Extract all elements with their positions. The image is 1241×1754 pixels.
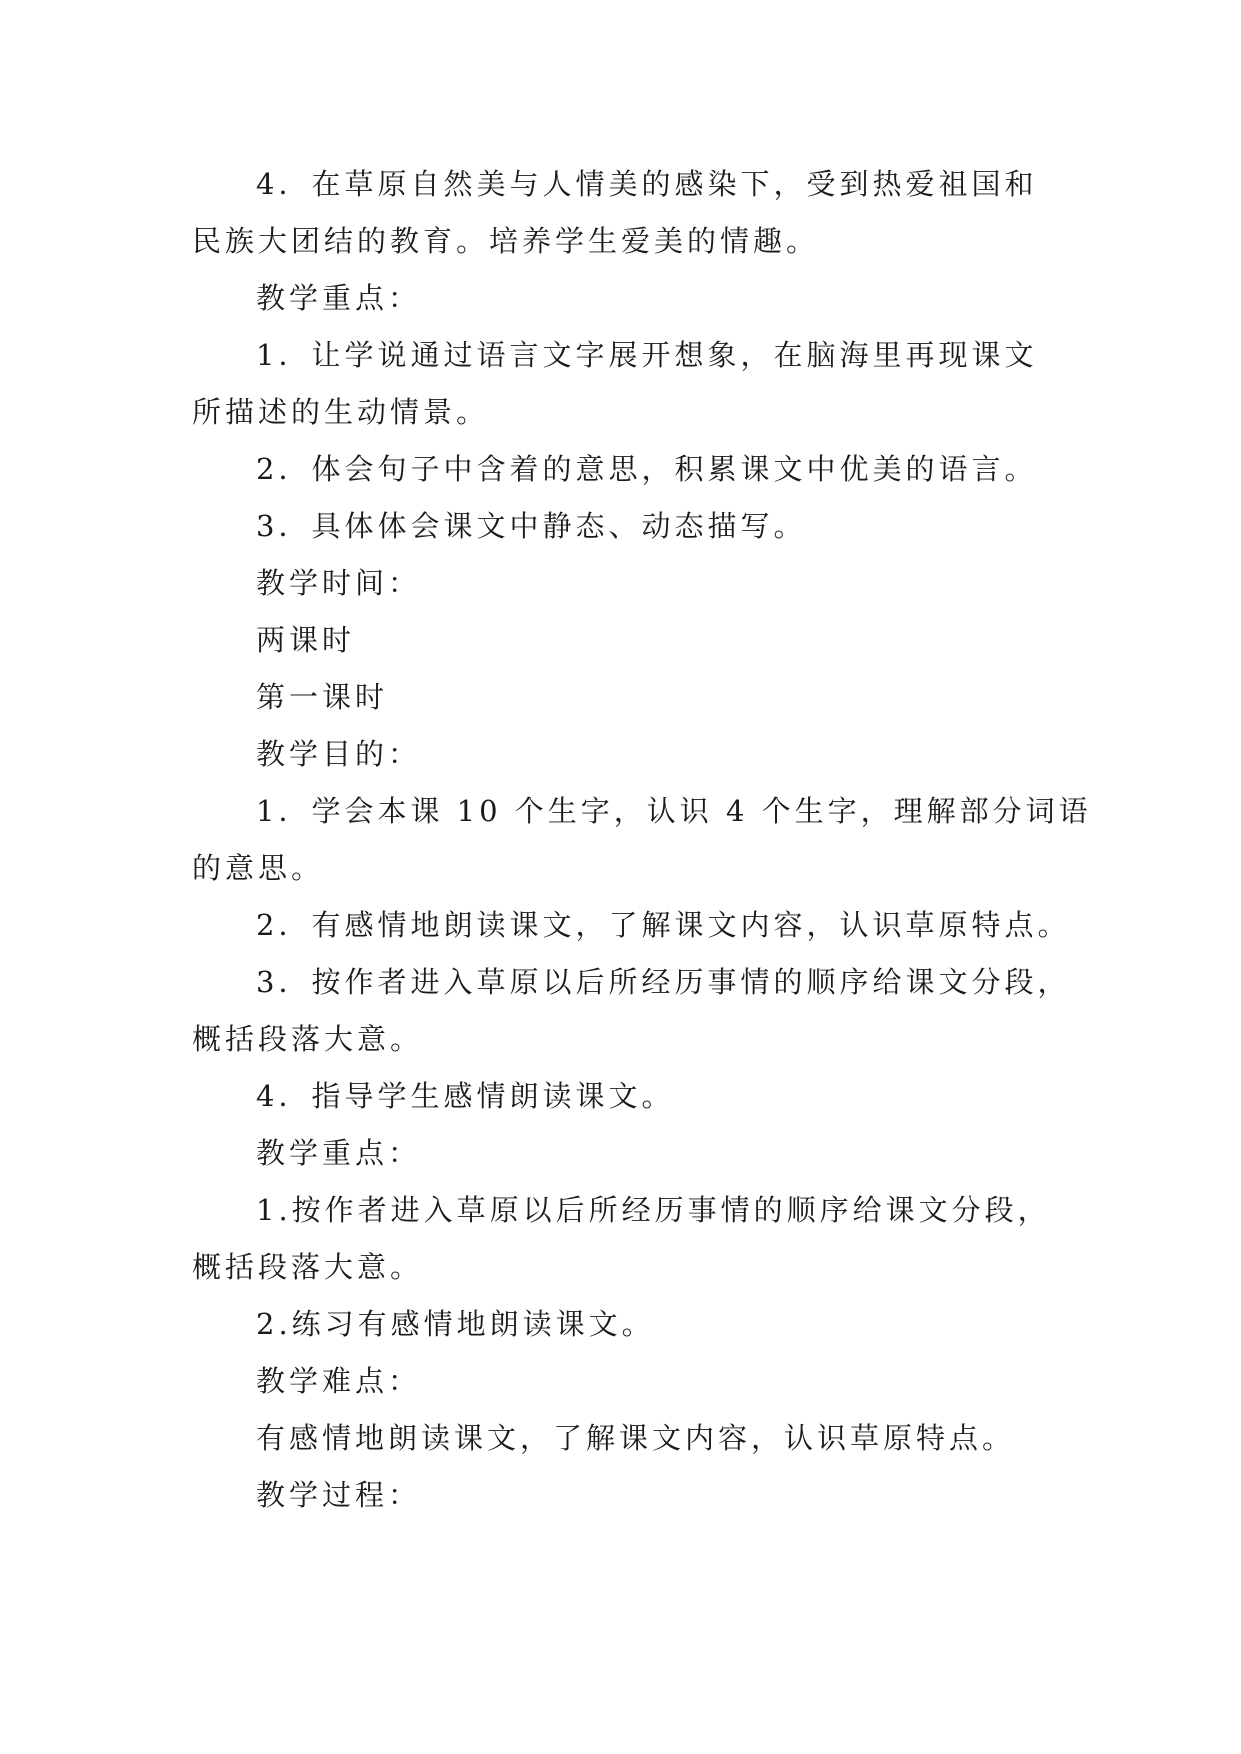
section-heading: 教学重点： — [256, 281, 422, 315]
document-body — [192, 156, 1092, 1524]
text-line: 3．按作者进入草原以后所经历事情的顺序给课文分段， — [256, 965, 1071, 999]
text-line: 4．在草原自然美与人情美的感染下，受到热爱祖国和 — [256, 167, 1038, 201]
text-line: 概括段落大意。 — [192, 1022, 424, 1056]
section-heading: 第一课时 — [256, 680, 389, 714]
section-heading: 教学时间： — [256, 566, 422, 600]
text-line: 4．指导学生感情朗读课文。 — [256, 1079, 675, 1113]
section-heading: 教学过程： — [256, 1478, 422, 1512]
section-heading: 教学目的： — [256, 737, 422, 771]
text-line: 1.按作者进入草原以后所经历事情的顺序给课文分段， — [256, 1193, 1051, 1227]
text-line: 有感情地朗读课文，了解课文内容，认识草原特点。 — [256, 1421, 1016, 1455]
text-line: 的意思。 — [192, 851, 325, 885]
text-line: 概括段落大意。 — [192, 1250, 424, 1284]
text-line: 1．让学说通过语言文字展开想象，在脑海里再现课文 — [256, 338, 1038, 372]
text-line: 3．具体体会课文中静态、动态描写。 — [256, 509, 807, 543]
text-line: 2．有感情地朗读课文，了解课文内容，认识草原特点。 — [256, 908, 1071, 942]
text-line: 2．体会句子中含着的意思，积累课文中优美的语言。 — [256, 452, 1038, 486]
text-line: 民族大团结的教育。培养学生爱美的情趣。 — [192, 224, 820, 258]
text-line: 两课时 — [256, 623, 356, 657]
text-line: 所描述的生动情景。 — [192, 395, 490, 429]
section-heading: 教学重点： — [256, 1136, 422, 1170]
section-heading: 教学难点： — [256, 1364, 422, 1398]
text-line: 1．学会本课 10 个生字，认识 4 个生字，理解部分词语 — [256, 794, 1092, 828]
text-line: 2.练习有感情地朗读课文。 — [256, 1307, 655, 1341]
